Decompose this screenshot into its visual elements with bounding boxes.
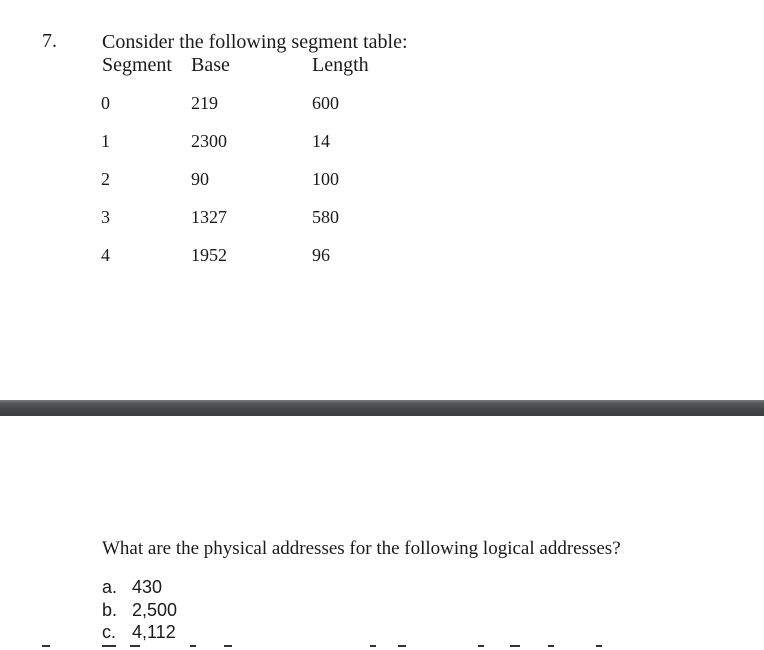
table-cell-base: 2300 bbox=[191, 131, 227, 151]
option-value: 4,112 bbox=[132, 622, 176, 642]
cutoff-fragment bbox=[130, 645, 140, 647]
table-cell-length: 14 bbox=[312, 131, 330, 151]
question-intro: Consider the following segment table: bbox=[102, 31, 408, 53]
cutoff-fragment bbox=[596, 645, 602, 647]
cutoff-fragment bbox=[224, 645, 232, 647]
option-label: a. bbox=[102, 577, 118, 597]
question-prompt: What are the physical addresses for the following logical addresses? bbox=[102, 538, 621, 559]
option-item bbox=[102, 600, 177, 621]
table-cell-segment: 0 bbox=[101, 93, 110, 113]
option-item bbox=[102, 622, 176, 643]
table-cell-segment: 3 bbox=[101, 207, 110, 227]
option-label: c. bbox=[102, 622, 117, 642]
option-label: b. bbox=[102, 600, 118, 620]
cutoff-text-line bbox=[0, 645, 764, 650]
table-cell-length: 100 bbox=[312, 169, 339, 189]
header-base: Base bbox=[191, 54, 230, 76]
option-value: 430 bbox=[132, 577, 163, 597]
table-cell-segment: 1 bbox=[101, 131, 110, 151]
page-divider bbox=[0, 400, 764, 416]
table-cell-segment: 4 bbox=[101, 245, 110, 265]
header-segment: Segment bbox=[102, 54, 172, 76]
table-cell-base: 219 bbox=[191, 93, 218, 113]
table-cell-length: 600 bbox=[312, 93, 339, 113]
cutoff-fragment bbox=[510, 645, 520, 647]
question-number: 7. bbox=[42, 30, 57, 52]
table-cell-length: 580 bbox=[312, 207, 339, 227]
cutoff-fragment bbox=[478, 645, 484, 647]
cutoff-fragment bbox=[102, 645, 116, 647]
table-cell-base: 90 bbox=[191, 169, 209, 189]
cutoff-fragment bbox=[548, 645, 554, 647]
cutoff-fragment bbox=[398, 645, 406, 647]
option-value: 2,500 bbox=[132, 600, 178, 620]
header-length: Length bbox=[312, 54, 369, 76]
table-cell-base: 1952 bbox=[191, 245, 227, 265]
table-cell-segment: 2 bbox=[101, 169, 110, 189]
cutoff-fragment bbox=[42, 645, 50, 647]
cutoff-fragment bbox=[190, 645, 196, 647]
table-cell-length: 96 bbox=[312, 245, 330, 265]
table-cell-base: 1327 bbox=[191, 207, 227, 227]
cutoff-fragment bbox=[370, 645, 376, 647]
option-item bbox=[102, 577, 162, 598]
